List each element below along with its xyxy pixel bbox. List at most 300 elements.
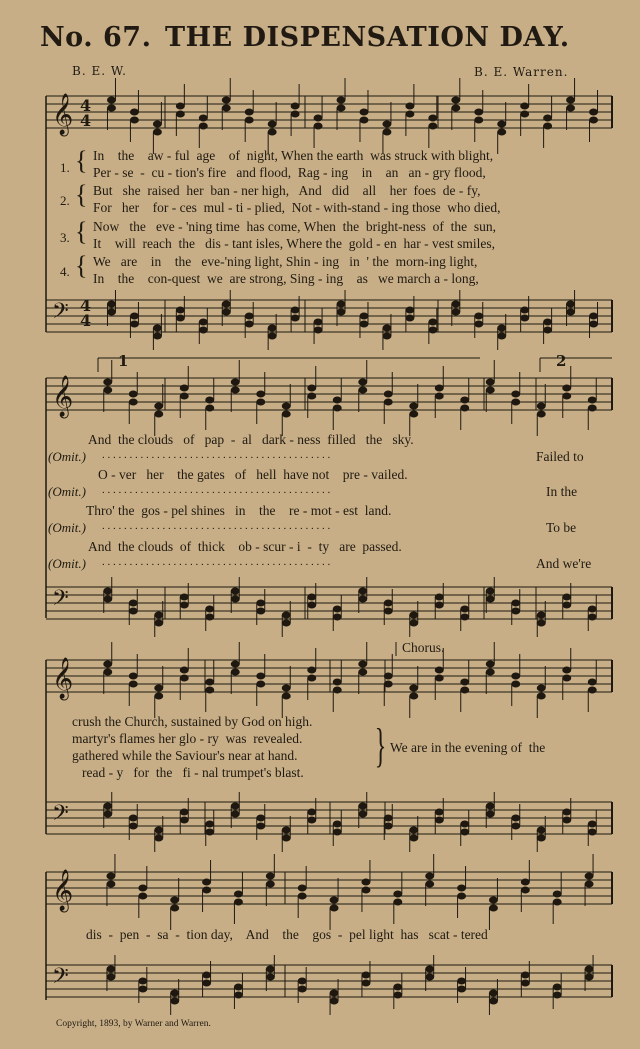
note-head bbox=[461, 397, 469, 403]
note-head bbox=[337, 97, 345, 103]
note-head bbox=[498, 325, 506, 331]
note-head bbox=[383, 129, 391, 135]
verse-brace: { bbox=[75, 146, 88, 175]
omit-dots: . . . . . . . . . . . . . . . . . . . . . . . . . . . . . . . . . . . . . . . . . . bbox=[102, 449, 331, 461]
note-head bbox=[155, 827, 163, 833]
note-head bbox=[171, 990, 179, 996]
note-head bbox=[268, 129, 276, 135]
note-head bbox=[107, 966, 115, 972]
system2-lyric-3: Thro' the gos - pel shines in the re - mot - est land. bbox=[86, 503, 392, 518]
note-head bbox=[383, 121, 391, 127]
note-head bbox=[314, 327, 322, 333]
note-head bbox=[203, 980, 211, 986]
note-head bbox=[268, 121, 276, 127]
note-head bbox=[308, 393, 316, 399]
note-head bbox=[359, 811, 367, 817]
clef: 𝄢 bbox=[52, 801, 69, 831]
system2-end-1: Failed to bbox=[536, 449, 584, 464]
note-head bbox=[234, 899, 242, 905]
note-head bbox=[206, 397, 214, 403]
note-head bbox=[333, 829, 341, 835]
note-head bbox=[410, 685, 418, 691]
note-head bbox=[537, 693, 545, 699]
note-head bbox=[231, 379, 239, 385]
note-head bbox=[314, 115, 322, 121]
chorus-label: Chorus. bbox=[402, 640, 445, 655]
note-head bbox=[544, 319, 552, 325]
note-head bbox=[475, 313, 483, 319]
note-head bbox=[291, 315, 299, 321]
note-head bbox=[282, 685, 290, 691]
note-head bbox=[104, 387, 112, 393]
note-head bbox=[588, 829, 596, 835]
note-head bbox=[308, 817, 316, 823]
note-head bbox=[452, 105, 460, 111]
note-head bbox=[588, 614, 596, 620]
note-head bbox=[206, 679, 214, 685]
note-head bbox=[426, 974, 434, 980]
note-head bbox=[384, 391, 392, 397]
note-head bbox=[333, 606, 341, 612]
note-head bbox=[333, 679, 341, 685]
note-head bbox=[537, 835, 545, 841]
note-head bbox=[298, 986, 306, 992]
note-head bbox=[257, 673, 265, 679]
second-ending-label: 2 bbox=[556, 352, 567, 370]
omit-label: (Omit.) bbox=[48, 520, 86, 535]
note-head bbox=[567, 309, 575, 315]
note-head bbox=[384, 673, 392, 679]
note-head bbox=[489, 897, 497, 903]
note-head bbox=[452, 309, 460, 315]
note-head bbox=[512, 681, 520, 687]
verse-3-line-1: Now the eve - 'ning time has come, When the bright-ness of the sun, bbox=[93, 219, 496, 234]
note-head bbox=[282, 835, 290, 841]
note-head bbox=[245, 321, 253, 327]
clef: 𝄞 bbox=[52, 870, 74, 911]
note-head bbox=[130, 109, 138, 115]
note-head bbox=[563, 809, 571, 815]
note-head bbox=[266, 881, 274, 887]
note-head bbox=[206, 606, 214, 612]
omit-label: (Omit.) bbox=[48, 484, 86, 499]
note-head bbox=[498, 129, 506, 135]
note-head bbox=[153, 325, 161, 331]
note-head bbox=[155, 693, 163, 699]
note-head bbox=[257, 823, 265, 829]
note-head bbox=[406, 111, 414, 117]
omit-dots: . . . . . . . . . . . . . . . . . . . . . . . . . . . . . . . . . . . . . . . . . . bbox=[102, 484, 331, 496]
note-head bbox=[155, 685, 163, 691]
note-head bbox=[553, 984, 561, 990]
note-head bbox=[544, 327, 552, 333]
omit-dots: . . . . . . . . . . . . . . . . . . . . . . . . . . . . . . . . . . . . . . . . . . bbox=[102, 556, 331, 568]
note-head bbox=[410, 827, 418, 833]
note-head bbox=[203, 887, 211, 893]
note-head bbox=[333, 405, 341, 411]
note-head bbox=[521, 307, 529, 313]
note-head bbox=[308, 602, 316, 608]
note-head bbox=[486, 803, 494, 809]
note-head bbox=[489, 905, 497, 911]
note-head bbox=[537, 411, 545, 417]
note-head bbox=[206, 687, 214, 693]
note-head bbox=[199, 123, 207, 129]
verse-2-line-1: But she raised her ban - ner high, And did all her foes de - fy, bbox=[93, 183, 481, 198]
composer-name: B. E. Warren. bbox=[474, 65, 569, 79]
note-head bbox=[282, 827, 290, 833]
note-head bbox=[383, 333, 391, 339]
note-head bbox=[180, 675, 188, 681]
system2-lyric-4: And the clouds of thick ob - scur - i - ty are passed. bbox=[88, 539, 402, 554]
note-head bbox=[180, 602, 188, 608]
note-head bbox=[257, 608, 265, 614]
note-head bbox=[588, 679, 596, 685]
note-head bbox=[266, 873, 274, 879]
note-head bbox=[257, 600, 265, 606]
note-head bbox=[359, 669, 367, 675]
note-head bbox=[130, 313, 138, 319]
note-head bbox=[563, 667, 571, 673]
note-head bbox=[563, 385, 571, 391]
note-head bbox=[461, 687, 469, 693]
note-head bbox=[129, 399, 137, 405]
note-head bbox=[199, 319, 207, 325]
note-head bbox=[333, 614, 341, 620]
note-head bbox=[512, 815, 520, 821]
note-head bbox=[394, 984, 402, 990]
note-head bbox=[330, 998, 338, 1004]
verse-brace: { bbox=[75, 180, 88, 209]
note-head bbox=[155, 612, 163, 618]
note-head bbox=[384, 815, 392, 821]
note-head bbox=[590, 313, 598, 319]
note-head bbox=[567, 105, 575, 111]
note-head bbox=[588, 687, 596, 693]
note-head bbox=[537, 403, 545, 409]
note-head bbox=[435, 385, 443, 391]
note-head bbox=[171, 998, 179, 1004]
note-head bbox=[486, 387, 494, 393]
note-head bbox=[130, 321, 138, 327]
note-head bbox=[458, 885, 466, 891]
note-head bbox=[291, 111, 299, 117]
note-head bbox=[180, 817, 188, 823]
note-head bbox=[199, 327, 207, 333]
note-head bbox=[129, 823, 137, 829]
note-head bbox=[461, 829, 469, 835]
note-head bbox=[394, 992, 402, 998]
note-head bbox=[512, 608, 520, 614]
note-head bbox=[337, 105, 345, 111]
note-head bbox=[486, 661, 494, 667]
note-head bbox=[359, 661, 367, 667]
note-head bbox=[222, 105, 230, 111]
note-head bbox=[461, 821, 469, 827]
note-head bbox=[129, 391, 137, 397]
note-head bbox=[410, 620, 418, 626]
note-head bbox=[359, 387, 367, 393]
note-head bbox=[180, 393, 188, 399]
omit-label: (Omit.) bbox=[48, 556, 86, 571]
note-head bbox=[333, 687, 341, 693]
note-head bbox=[435, 667, 443, 673]
note-head bbox=[155, 835, 163, 841]
note-head bbox=[588, 405, 596, 411]
note-head bbox=[268, 333, 276, 339]
note-head bbox=[104, 596, 112, 602]
note-head bbox=[266, 974, 274, 980]
note-head bbox=[362, 887, 370, 893]
note-head bbox=[585, 873, 593, 879]
note-head bbox=[206, 405, 214, 411]
note-head bbox=[266, 966, 274, 972]
note-head bbox=[107, 105, 115, 111]
note-head bbox=[383, 325, 391, 331]
note-head bbox=[291, 307, 299, 313]
verse-4-line-1: We are in the eve-'ning light, Shin - ing in ' the morn-ing light, bbox=[93, 254, 478, 269]
note-head bbox=[360, 313, 368, 319]
note-head bbox=[333, 397, 341, 403]
system2-end-4: And we're bbox=[536, 556, 592, 571]
note-head bbox=[512, 673, 520, 679]
note-head bbox=[486, 669, 494, 675]
note-head bbox=[359, 596, 367, 602]
note-head bbox=[435, 602, 443, 608]
note-head bbox=[567, 301, 575, 307]
note-head bbox=[537, 827, 545, 833]
note-head bbox=[544, 123, 552, 129]
note-head bbox=[234, 984, 242, 990]
note-head bbox=[298, 893, 306, 899]
verse-1-line-1: In the aw - ful age of night, When the earth was struck with blight, bbox=[93, 148, 494, 163]
note-head bbox=[153, 129, 161, 135]
note-head bbox=[107, 873, 115, 879]
note-head bbox=[231, 803, 239, 809]
note-head bbox=[257, 399, 265, 405]
note-head bbox=[155, 403, 163, 409]
note-head bbox=[588, 821, 596, 827]
note-head bbox=[206, 821, 214, 827]
note-head bbox=[521, 887, 529, 893]
note-head bbox=[180, 594, 188, 600]
note-head bbox=[333, 821, 341, 827]
note-head bbox=[384, 600, 392, 606]
note-head bbox=[176, 315, 184, 321]
note-head bbox=[360, 321, 368, 327]
note-head bbox=[563, 602, 571, 608]
note-head bbox=[107, 881, 115, 887]
note-head bbox=[486, 811, 494, 817]
note-head bbox=[544, 115, 552, 121]
note-head bbox=[521, 879, 529, 885]
note-head bbox=[308, 385, 316, 391]
note-head bbox=[537, 620, 545, 626]
note-head bbox=[360, 117, 368, 123]
note-head bbox=[176, 111, 184, 117]
note-head bbox=[330, 905, 338, 911]
note-head bbox=[139, 978, 147, 984]
note-head bbox=[199, 115, 207, 121]
note-head bbox=[203, 879, 211, 885]
note-head bbox=[461, 606, 469, 612]
time-signature-bass: 4 4 bbox=[80, 296, 92, 330]
verse-4-line-2: In the con-quest we are strong, Sing - ing as we march a - long, bbox=[93, 271, 479, 286]
note-head bbox=[410, 411, 418, 417]
note-head bbox=[308, 594, 316, 600]
note-head bbox=[362, 879, 370, 885]
note-head bbox=[590, 117, 598, 123]
note-head bbox=[129, 673, 137, 679]
note-head bbox=[521, 980, 529, 986]
note-head bbox=[298, 885, 306, 891]
note-head bbox=[282, 403, 290, 409]
note-head bbox=[245, 313, 253, 319]
note-head bbox=[139, 893, 147, 899]
note-head bbox=[486, 379, 494, 385]
note-head bbox=[384, 608, 392, 614]
hymn-title: THE DISPENSATION DAY. bbox=[165, 22, 570, 53]
note-head bbox=[588, 397, 596, 403]
note-head bbox=[521, 972, 529, 978]
note-head bbox=[512, 391, 520, 397]
system2-lyric-2: O - ver her the gates of hell have not pre - vailed. bbox=[98, 467, 408, 482]
note-head bbox=[553, 899, 561, 905]
note-head bbox=[268, 325, 276, 331]
note-head bbox=[521, 111, 529, 117]
note-head bbox=[521, 103, 529, 109]
note-head bbox=[330, 897, 338, 903]
note-head bbox=[104, 803, 112, 809]
note-head bbox=[107, 97, 115, 103]
note-head bbox=[245, 109, 253, 115]
hymn-number: No. 67. bbox=[40, 22, 152, 53]
note-head bbox=[362, 972, 370, 978]
note-head bbox=[291, 103, 299, 109]
note-head bbox=[553, 891, 561, 897]
note-head bbox=[107, 301, 115, 307]
note-head bbox=[180, 809, 188, 815]
note-head bbox=[107, 974, 115, 980]
note-head bbox=[359, 588, 367, 594]
note-head bbox=[426, 966, 434, 972]
note-head bbox=[155, 620, 163, 626]
note-head bbox=[234, 891, 242, 897]
note-head bbox=[429, 319, 437, 325]
time-signature-treble: 4 4 bbox=[80, 96, 92, 130]
note-head bbox=[585, 881, 593, 887]
note-head bbox=[171, 905, 179, 911]
system3-lyric-3: gathered while the Saviour's near at hand. bbox=[72, 748, 298, 763]
clef: 𝄞 bbox=[52, 376, 74, 417]
note-head bbox=[107, 309, 115, 315]
note-head bbox=[231, 588, 239, 594]
note-head bbox=[435, 809, 443, 815]
system3-lyric-4: read - y for the fi - nal trumpet's blast. bbox=[82, 765, 304, 780]
note-head bbox=[563, 817, 571, 823]
note-head bbox=[234, 992, 242, 998]
verse-brace: { bbox=[75, 217, 88, 246]
note-head bbox=[563, 393, 571, 399]
note-head bbox=[282, 411, 290, 417]
note-head bbox=[429, 115, 437, 121]
note-head bbox=[553, 992, 561, 998]
note-head bbox=[104, 669, 112, 675]
verse-number-1: 1. bbox=[60, 160, 70, 175]
note-head bbox=[590, 321, 598, 327]
note-head bbox=[282, 620, 290, 626]
verse-3-line-2: It will reach the dis - tant isles, Where the gold - en har - vest smiles, bbox=[93, 236, 496, 251]
note-head bbox=[257, 391, 265, 397]
note-head bbox=[129, 815, 137, 821]
note-head bbox=[104, 811, 112, 817]
note-head bbox=[206, 614, 214, 620]
note-head bbox=[585, 974, 593, 980]
note-head bbox=[498, 333, 506, 339]
clef: 𝄢 bbox=[52, 964, 69, 994]
note-head bbox=[458, 893, 466, 899]
note-head bbox=[384, 681, 392, 687]
note-head bbox=[308, 675, 316, 681]
note-head bbox=[489, 998, 497, 1004]
note-head bbox=[314, 319, 322, 325]
note-head bbox=[298, 978, 306, 984]
clef: 𝄞 bbox=[52, 658, 74, 699]
note-head bbox=[489, 990, 497, 996]
note-head bbox=[537, 612, 545, 618]
note-head bbox=[231, 811, 239, 817]
note-head bbox=[452, 97, 460, 103]
note-head bbox=[410, 403, 418, 409]
note-head bbox=[282, 693, 290, 699]
note-head bbox=[486, 588, 494, 594]
note-head bbox=[330, 990, 338, 996]
note-head bbox=[337, 301, 345, 307]
omit-label: (Omit.) bbox=[48, 449, 86, 464]
note-head bbox=[429, 123, 437, 129]
note-head bbox=[180, 385, 188, 391]
note-head bbox=[458, 986, 466, 992]
note-head bbox=[406, 103, 414, 109]
note-head bbox=[362, 980, 370, 986]
note-head bbox=[475, 117, 483, 123]
note-head bbox=[435, 594, 443, 600]
verse-2-line-2: For her for - ces mul - ti - plied, Not - with-stand - ing those who died, bbox=[93, 200, 501, 215]
note-head bbox=[588, 606, 596, 612]
copyright: Copyright, 1893, by Warner and Warren. bbox=[56, 1019, 211, 1029]
note-head bbox=[435, 817, 443, 823]
note-head bbox=[282, 612, 290, 618]
note-head bbox=[406, 307, 414, 313]
first-ending-label: 1 bbox=[118, 352, 129, 370]
note-head bbox=[104, 588, 112, 594]
note-head bbox=[155, 411, 163, 417]
note-head bbox=[410, 835, 418, 841]
note-head bbox=[206, 829, 214, 835]
note-head bbox=[337, 309, 345, 315]
system3-lyric-1: crush the Church, sustained by God on high. bbox=[72, 714, 313, 729]
note-head bbox=[452, 301, 460, 307]
clef: 𝄢 bbox=[52, 299, 69, 329]
system2-end-3: To be bbox=[546, 520, 577, 535]
note-head bbox=[537, 685, 545, 691]
note-head bbox=[512, 399, 520, 405]
note-head bbox=[410, 693, 418, 699]
note-head bbox=[176, 307, 184, 313]
note-head bbox=[394, 899, 402, 905]
note-head bbox=[429, 327, 437, 333]
author-initials: B. E. W. bbox=[72, 64, 127, 78]
